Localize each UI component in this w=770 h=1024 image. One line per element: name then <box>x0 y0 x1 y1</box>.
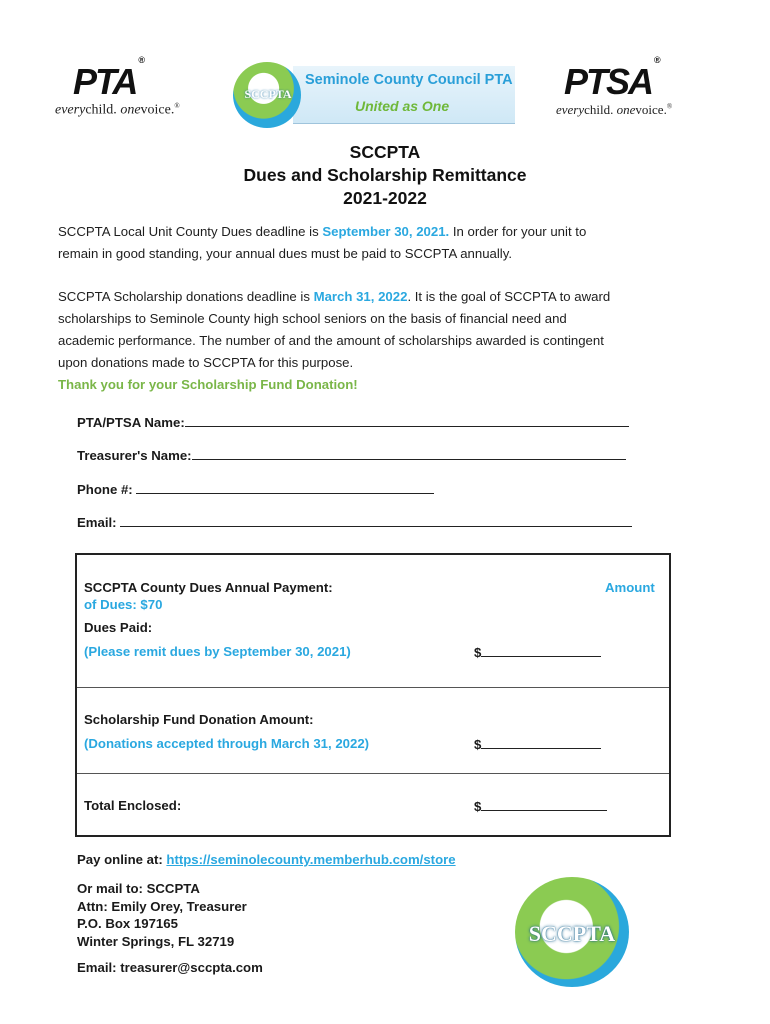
scholarship-thanks: Thank you for your Scholarship Fund Donation! <box>58 377 358 392</box>
pay-online: Pay online at: https://seminolecounty.memberhub.com/store <box>77 852 456 867</box>
dues-payment-title: SCCPTA County Dues Annual Payment: <box>84 580 333 595</box>
council-banner <box>293 66 515 124</box>
total-enclosed-line[interactable] <box>481 798 607 811</box>
council-logo <box>233 62 515 128</box>
scholarship-paragraph: SCCPTA Scholarship donations deadline is March 31, 2022. It is the goal of SCCPTA to award scholarships to Seminole County high school seniors on the basis of financial need and academic performance. The number of and the amount of scholarships awarded is contingent upon donations made to SCCPTA for this purpose. Thank you for your Scholarship Fund Donation! <box>58 286 658 396</box>
treasurer-name-label: Treasurer's Name: <box>77 448 192 463</box>
payment-divider-1 <box>77 687 669 688</box>
phone-line[interactable] <box>136 481 434 494</box>
total-enclosed-label: Total Enclosed: <box>84 798 182 813</box>
ptsa-logo-tagline: everychild. onevoice.® <box>556 102 673 117</box>
sccpta-footer-logo <box>511 877 633 987</box>
phone-field[interactable] <box>77 481 434 497</box>
unit-name-line[interactable] <box>185 414 629 427</box>
dues-note: (Please remit dues by September 30, 2021) <box>84 644 351 659</box>
pta-logo-tagline: everychild. onevoice.® <box>55 102 180 118</box>
ptsa-logo-mark: PTSA® <box>564 55 659 102</box>
scholarship-note: (Donations accepted through March 31, 2022) <box>84 736 370 751</box>
mailing-address: Or mail to: SCCPTA Attn: Emily Orey, Treasurer P.O. Box 197165 Winter Springs, FL 32719 <box>77 881 247 949</box>
council-circle-text: SCCPTA <box>244 87 292 101</box>
doc-title-org: SCCPTA <box>349 142 421 162</box>
dues-deadline: September 30, 2021. <box>322 224 450 239</box>
treasurer-name-line[interactable] <box>192 447 626 460</box>
sccpta-footer-logo-text: SCCPTA <box>528 921 616 946</box>
dues-paid-label: Dues Paid: <box>84 620 153 635</box>
council-title: Seminole County Council PTA <box>305 72 513 88</box>
scholarship-deadline: March 31, 2022 <box>313 289 408 304</box>
email-line[interactable] <box>120 514 632 527</box>
doc-title-main: Dues and Scholarship Remittance <box>243 165 527 185</box>
dues-amount: of Dues: $70 <box>84 597 163 612</box>
email-field[interactable] <box>77 514 632 530</box>
total-enclosed-field[interactable]: $ <box>474 798 607 814</box>
doc-title-year: 2021-2022 <box>343 188 427 208</box>
treasurer-email: Email: treasurer@sccpta.com <box>77 960 263 975</box>
scholarship-amount-line[interactable] <box>481 736 601 749</box>
dues-paragraph: SCCPTA Local Unit County Dues deadline is September 30, 2021. In order for your unit to remain in good standing, your annual dues must be paid to SCCPTA annually. <box>58 224 587 261</box>
scholarship-amount-title: Scholarship Fund Donation Amount: <box>84 712 314 727</box>
dues-paid-line[interactable] <box>481 644 601 657</box>
council-subtitle: United as One <box>355 98 450 114</box>
dues-paid-amount-field[interactable]: $ <box>474 644 601 660</box>
amount-header: Amount <box>605 580 655 595</box>
unit-name-field[interactable] <box>77 414 629 430</box>
treasurer-name-field[interactable] <box>77 447 626 463</box>
payment-box <box>75 553 671 837</box>
pta-logo <box>55 55 210 120</box>
scholarship-amount-field[interactable]: $ <box>474 736 601 752</box>
pay-online-link[interactable]: https://seminolecounty.memberhub.com/store <box>166 852 456 867</box>
ptsa-logo <box>556 55 716 120</box>
phone-label: Phone #: <box>77 482 133 497</box>
unit-name-label: PTA/PTSA Name: <box>77 415 185 430</box>
payment-divider-2 <box>77 773 669 774</box>
email-label: Email: <box>77 515 117 530</box>
pta-logo-mark: PTA® <box>73 55 143 102</box>
